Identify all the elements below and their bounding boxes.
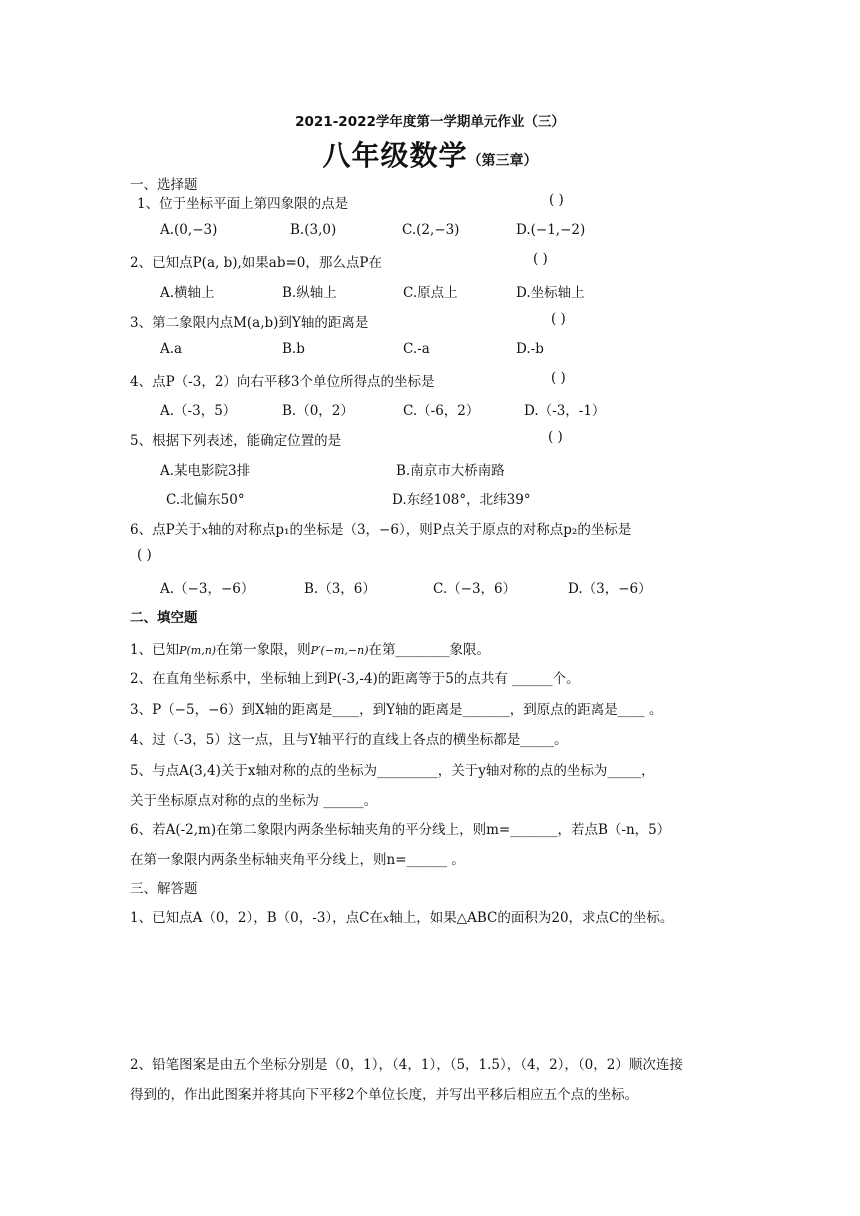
answer-bracket: ( ) xyxy=(549,192,564,208)
question-text: 4、点P（-3，2）向右平移3个单位所得点的坐标是 xyxy=(130,374,435,390)
option-d: D.-b xyxy=(516,341,544,357)
question-text: 3、第二象限内点M(a,b)到Y轴的距离是 xyxy=(130,315,369,331)
option-d: D.(−1,−2) xyxy=(516,222,586,238)
option-c: C.(2,−3) xyxy=(402,222,460,238)
title-chapter: （第三章） xyxy=(467,153,538,169)
fill-question: 3、P（−5，−6）到X轴的距离是____，到Y轴的距离是_______，到原点的距离是____ 。 xyxy=(130,702,663,718)
fill-question: 5、与点A(3,4)关于x轴对称的点的坐标为_________，关于y轴对称的点的坐标为_____， xyxy=(130,763,655,779)
math-expression: P′(−m,−n) xyxy=(310,644,369,657)
option-d: D.东经108°，北纬39° xyxy=(392,492,531,508)
option-a: A.横轴上 xyxy=(160,285,215,301)
answer-bracket: ( ) xyxy=(137,547,152,563)
answer-bracket: ( ) xyxy=(548,429,563,445)
option-a: A.（-3，5） xyxy=(160,403,237,419)
title-main: 八年级数学 xyxy=(322,139,468,172)
answer-question: 2、铅笔图案是由五个坐标分别是（0，1），（4，1），（5，1.5），（4，2），（0，2）顺次连接 xyxy=(130,1057,683,1073)
option-c: C.（−3，6） xyxy=(433,581,517,597)
answer-bracket: ( ) xyxy=(533,251,548,267)
option-a: A.(0,−3) xyxy=(160,222,218,238)
option-d: D.（-3，-1） xyxy=(524,403,606,419)
option-d: D.（3，−6） xyxy=(568,581,652,597)
fill-question: 2、在直角坐标系中，坐标轴上到P(-3,-4)的距离等于5的点共有 ______个。 xyxy=(130,671,580,687)
question-text: 2、已知点P(a, b),如果ab=0，那么点P在 xyxy=(130,255,382,271)
option-d: D.坐标轴上 xyxy=(516,285,585,301)
option-b: B.（3，6） xyxy=(304,581,376,597)
fill-question: 6、若A(-2,m)在第二象限内两条坐标轴夹角的平分线上，则m=_______，若点B（-n，5） xyxy=(130,822,671,838)
header-subtitle: 2021-2022学年度第一学期单元作业（三） xyxy=(295,114,565,130)
question-text: 5、根据下列表述，能确定位置的是 xyxy=(130,433,342,449)
page-title xyxy=(0,134,860,174)
answer-bracket: ( ) xyxy=(551,370,566,386)
question-text: 1、位于坐标平面上第四象限的点是 xyxy=(137,196,349,212)
option-a: A.某电影院3排 xyxy=(160,463,251,479)
math-variable: x xyxy=(201,524,208,537)
option-b: B.南京市大桥南路 xyxy=(396,463,505,479)
math-variable: x xyxy=(383,912,390,925)
math-expression: P(m,n) xyxy=(179,644,217,657)
option-b: B.b xyxy=(282,341,305,357)
option-c: C.-a xyxy=(403,341,430,357)
section-title-fill: 二、填空题 xyxy=(130,610,198,626)
section-title-answer: 三、解答题 xyxy=(130,881,198,897)
option-c: C.北偏东50° xyxy=(166,492,245,508)
fill-question: 1、已知P(m,n)在第一象限，则P′(−m,−n)在第________象限。 xyxy=(130,642,491,658)
question-text: 6、点P关于x轴的对称点p₁的坐标是（3，−6），则P点关于原点的对称点p₂的坐标是 xyxy=(130,522,632,538)
option-b: B.(3,0) xyxy=(290,222,337,238)
option-a: A.a xyxy=(160,341,183,357)
option-b: B.纵轴上 xyxy=(282,285,337,301)
fill-question-cont: 在第一象限内两条坐标轴夹角平分线上，则n=______ 。 xyxy=(130,852,465,868)
answer-question: 1、已知点A（0，2），B（0，-3），点C在x轴上，如果△ABC的面积为20，求点C的坐标。 xyxy=(130,910,674,926)
section-title-choice: 一、选择题 xyxy=(130,177,198,193)
fill-question-cont: 关于坐标原点对称的点的坐标为 ______。 xyxy=(130,793,378,809)
fill-question: 4、过（-3，5）这一点，且与Y轴平行的直线上各点的横坐标都是_____。 xyxy=(130,732,568,748)
answer-question-cont: 得到的，作出此图案并将其向下平移2个单位长度，并写出平移后相应五个点的坐标。 xyxy=(130,1087,639,1103)
option-c: C.原点上 xyxy=(403,285,458,301)
answer-bracket: ( ) xyxy=(551,311,566,327)
option-a: A.（−3，−6） xyxy=(160,581,255,597)
option-c: C.（-6，2） xyxy=(403,403,480,419)
option-b: B.（0，2） xyxy=(282,403,354,419)
